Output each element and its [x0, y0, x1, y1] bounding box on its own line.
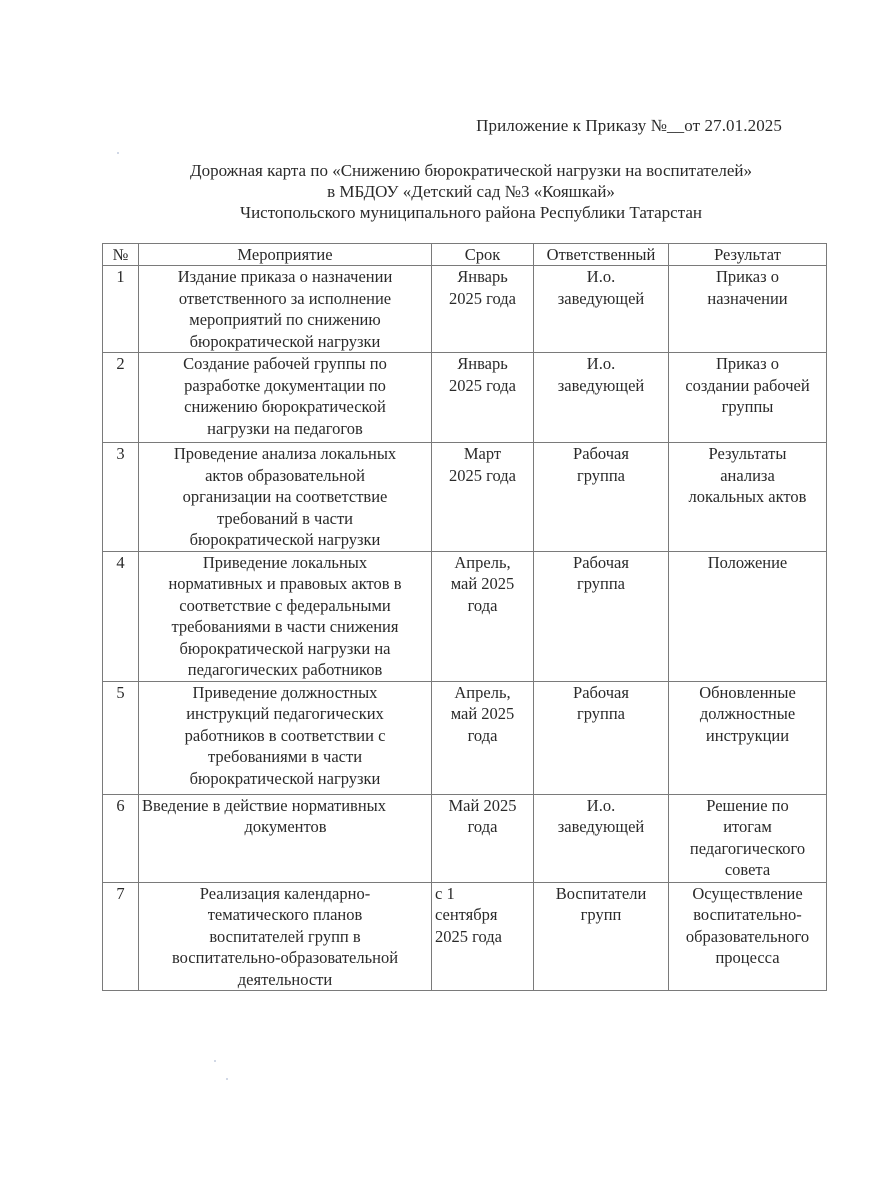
term-cell-line: Май 2025 [448, 795, 517, 815]
responsible-cell [534, 551, 669, 681]
event-cell-line: требований в части [216, 508, 354, 528]
responsible-cell-line: заведующей [557, 375, 645, 395]
responsible-cell-line: заведующей [557, 288, 645, 308]
result-cell-line: Осуществление [692, 883, 803, 903]
result-cell-line: инструкции [705, 725, 790, 745]
event-cell [139, 443, 432, 552]
responsible-cell-line: Рабочая [573, 682, 629, 702]
term-cell-line: года [467, 817, 498, 836]
title-line-2: в МБДОУ «Детский сад №3 «Кояшкай» [327, 182, 615, 201]
term-cell [432, 882, 534, 991]
event-cell-line: работников в соответствии с [184, 725, 386, 745]
row-number: 2 [103, 353, 139, 443]
row-number: 1 [103, 266, 139, 353]
event-cell-line: снижению бюрократической [184, 397, 386, 416]
table-row [103, 794, 827, 882]
column-header-result: Результат [669, 244, 827, 266]
responsible-cell-line: И.о. [586, 267, 616, 286]
event-cell-line: разработке документации по [184, 375, 386, 395]
responsible-cell [534, 266, 669, 353]
event-cell-line: Создание рабочей группы по [183, 354, 387, 373]
result-cell-line: анализа [720, 465, 775, 485]
event-cell-line: деятельности [237, 969, 333, 989]
title-line-3: Чистопольского муниципального района Республики Татарстан [240, 203, 702, 222]
term-cell-line: Апрель, [454, 682, 511, 702]
event-cell-line: Проведение анализа локальных [173, 444, 397, 463]
event-cell-line: воспитательно-образовательной [171, 948, 399, 967]
result-cell [669, 353, 827, 443]
term-cell-line: Январь [457, 267, 508, 286]
title-line-1: Дорожная карта по «Снижению бюрократической нагрузки на воспитателей» [189, 161, 753, 180]
term-cell-line: с 1 [435, 883, 455, 903]
responsible-cell [534, 794, 669, 882]
result-cell-line: Результаты [708, 444, 787, 463]
result-cell-line: Приказ о [716, 267, 779, 286]
term-cell-line: 2025 года [449, 375, 516, 395]
result-cell-line: совета [724, 860, 771, 879]
roadmap-table [102, 243, 827, 991]
term-cell-line: Апрель, [454, 552, 511, 572]
table-row [103, 443, 827, 552]
event-cell-line: бюрократической нагрузки [189, 331, 381, 351]
term-cell [432, 551, 534, 681]
row-number: 3 [103, 443, 139, 552]
result-cell-line: Положение [707, 552, 788, 572]
event-cell-line: актов образовательной [205, 465, 365, 485]
column-header-event: Мероприятие [139, 244, 432, 266]
event-cell-line: Приведение локальных [202, 552, 368, 572]
result-cell [669, 266, 827, 353]
row-number: 7 [103, 882, 139, 991]
result-cell-line: образовательного [685, 926, 810, 946]
result-cell-line: создании рабочей [685, 375, 810, 395]
result-cell-line: процесса [715, 948, 780, 967]
table-row [103, 882, 827, 991]
row-number: 6 [103, 794, 139, 882]
term-cell [432, 266, 534, 353]
column-header-responsible: Ответственный [534, 244, 669, 266]
event-cell-line: организации на соответствие [182, 487, 388, 506]
result-cell [669, 443, 827, 552]
event-cell-line: нагрузки на педагогов [207, 418, 363, 438]
term-cell-line: Январь [457, 354, 508, 373]
event-cell [139, 882, 432, 991]
event-cell [139, 353, 432, 443]
event-cell [139, 266, 432, 353]
responsible-cell-line: заведующей [557, 817, 645, 836]
scan-artifact [214, 1060, 216, 1062]
responsible-cell-line: И.о. [586, 795, 616, 815]
term-cell-line: года [467, 595, 498, 615]
table-header-row [103, 244, 827, 266]
result-cell-line: группы [721, 397, 774, 416]
term-cell [432, 443, 534, 552]
row-number: 5 [103, 681, 139, 794]
result-cell [669, 794, 827, 882]
event-cell-line: инструкций педагогических [186, 704, 384, 723]
table-row [103, 353, 827, 443]
event-cell-line: ответственного за исполнение [178, 288, 392, 308]
event-cell-line: бюрократической нагрузки на [179, 638, 391, 658]
term-cell-line: 2025 года [449, 288, 516, 308]
event-cell-line: документов [244, 817, 327, 836]
result-cell-line: назначении [707, 288, 788, 308]
event-cell [139, 681, 432, 794]
term-cell-line: года [467, 725, 498, 745]
row-number: 4 [103, 551, 139, 681]
table-row [103, 551, 827, 681]
result-cell-line: итогам [723, 817, 772, 836]
result-cell-line: педагогического [689, 838, 806, 858]
responsible-cell-line: групп [580, 905, 622, 924]
result-cell-line: Приказ о [716, 354, 779, 373]
responsible-cell-line: Рабочая [573, 444, 629, 463]
term-cell [432, 681, 534, 794]
event-cell-line: педагогических работников [187, 660, 383, 679]
event-cell-line: Реализация календарно- [199, 883, 371, 903]
term-cell-line: Март [463, 444, 502, 463]
term-cell-line: 2025 года [449, 465, 516, 485]
term-cell-line: сентября [435, 905, 498, 924]
event-cell-line: Издание приказа о назначении [177, 267, 393, 286]
scan-artifact [226, 1078, 228, 1080]
responsible-cell-line: Рабочая [573, 552, 629, 572]
responsible-cell-line: Воспитатели [555, 883, 647, 903]
term-cell-line: 2025 года [435, 926, 502, 946]
scan-artifact [117, 152, 119, 154]
table-row [103, 681, 827, 794]
event-cell-line: бюрократической нагрузки [189, 530, 381, 549]
event-cell-line: требованиями в части снижения [171, 617, 399, 636]
event-cell-line: бюрократической нагрузки [189, 768, 381, 788]
responsible-cell-line: группа [576, 704, 626, 723]
appendix-reference: Приложение к Приказу №__от 27.01.2025 [476, 116, 782, 135]
event-cell-line: требованиями в части [207, 747, 363, 766]
event-cell-line: соответствие с федеральными [179, 595, 391, 615]
event-cell-line: мероприятий по снижению [189, 310, 381, 329]
column-header-number: № [103, 244, 139, 266]
result-cell-line: локальных актов [688, 487, 807, 506]
responsible-cell [534, 882, 669, 991]
result-cell [669, 882, 827, 991]
term-cell [432, 794, 534, 882]
result-cell [669, 681, 827, 794]
result-cell-line: воспитательно- [693, 905, 802, 924]
term-cell-line: май 2025 [450, 574, 515, 593]
result-cell-line: должностные [699, 704, 796, 723]
result-cell [669, 551, 827, 681]
responsible-cell-line: группа [576, 574, 626, 593]
event-cell-line: воспитателей групп в [209, 926, 361, 946]
responsible-cell [534, 443, 669, 552]
event-cell-line: Приведение должностных [192, 682, 378, 702]
document-title [0, 160, 872, 223]
responsible-cell [534, 681, 669, 794]
result-cell-line: Решение по [706, 795, 789, 815]
responsible-cell-line: И.о. [586, 354, 616, 373]
term-cell [432, 353, 534, 443]
term-cell-line: май 2025 [450, 704, 515, 723]
responsible-cell-line: группа [576, 465, 626, 485]
responsible-cell [534, 353, 669, 443]
result-cell-line: Обновленные [699, 682, 796, 702]
table-row [103, 266, 827, 353]
event-cell [139, 794, 432, 882]
column-header-term: Срок [432, 244, 534, 266]
event-cell-line: тематического планов [207, 905, 363, 924]
event-cell-line: Введение в действие нормативных [142, 795, 387, 815]
event-cell [139, 551, 432, 681]
event-cell-line: нормативных и правовых актов в [168, 574, 402, 593]
